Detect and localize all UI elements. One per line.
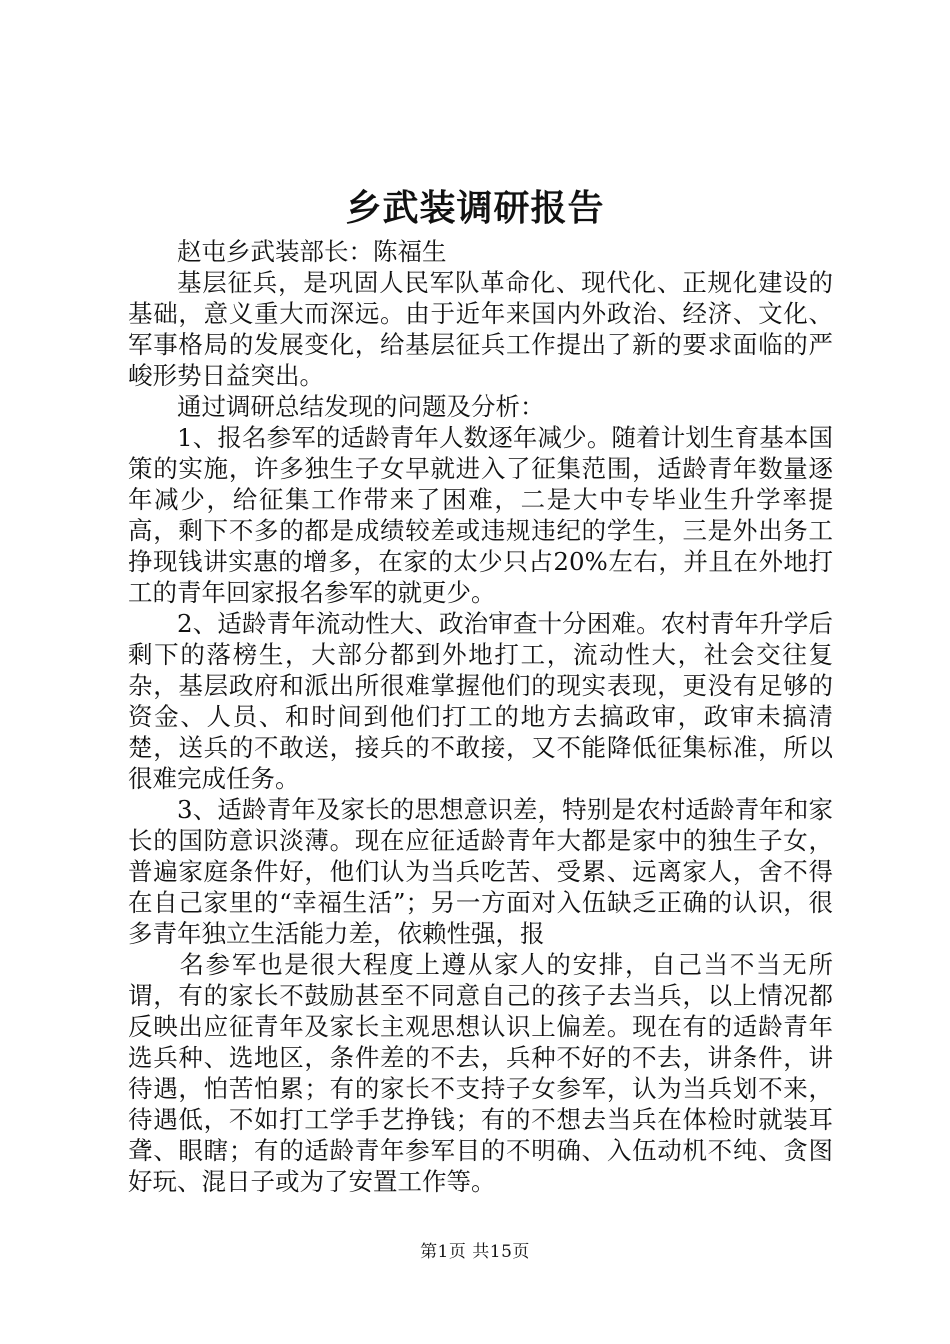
issue-paragraph-3: 3、适龄青年及家长的思想意识差，特别是农村适龄青年和家长的国防意识淡薄。现在应征适龄青年大都是家中的独生子女，普遍家庭条件好，他们认为当兵吃苦、受累、远离家人，舍不得在自己家里的“幸福生活”；另一方面对入伍缺乏正确的认识，很多青年独立生活能力差，依赖性强，报: [128, 795, 833, 948]
document-body: [128, 236, 833, 1197]
intro-paragraph: 基层征兵，是巩固人民军队革命化、现代化、正规化建设的基础，意义重大而深远。由于近年来国内外政治、经济、文化、军事格局的发展变化，给基层征兵工作提出了新的要求面临的严峻形势日益突出。: [128, 268, 833, 390]
page-number-footer: 第1页 共15页: [420, 1242, 530, 1262]
author-line: 赵屯乡武装部长：陈福生: [177, 237, 447, 266]
issue-paragraph-3-continued: 名参军也是很大程度上遵从家人的安排，自己当不当无所谓，有的家长不鼓励甚至不同意自己的孩子去当兵，以上情况都反映出应征青年及家长主观思想认识上偏差。现在有的适龄青年选兵种、选地区，条件差的不去，兵种不好的不去，讲条件，讲待遇，怕苦怕累；有的家长不支持子女参军，认为当兵划不来，待遇低，不如打工学手艺挣钱；有的不想去当兵在体检时就装耳聋、眼瞎；有的适龄青年参军目的不明确、入伍动机不纯、贪图好玩、混日子或为了安置工作等。: [128, 950, 833, 1196]
issue-paragraph-2: 2、适龄青年流动性大、政治审查十分困难。农村青年升学后剩下的落榜生，大部分都到外地打工，流动性大，社会交往复杂，基层政府和派出所很难掌握他们的现实表现，更没有足够的资金、人员、和时间到他们打工的地方去搞政审，政审未搞清楚，送兵的不敢送，接兵的不敢接，又不能降低征集标准，所以很难完成任务。: [128, 609, 833, 793]
analysis-heading: 通过调研总结发现的问题及分析：: [177, 392, 545, 421]
issue-paragraph-1: 1、报名参军的适龄青年人数逐年减少。随着计划生育基本国策的实施，许多独生子女早就进入了征集范围，适龄青年数量逐年减少，给征集工作带来了困难，二是大中专毕业生升学率提高，剩下不多的都是成绩较差或违规违纪的学生，三是外出务工挣现钱讲实惠的增多，在家的太少只占20%左右，并且在外地打工的青年回家报名参军的就更少。: [128, 423, 833, 607]
document-title: 乡武装调研报告: [345, 187, 605, 229]
